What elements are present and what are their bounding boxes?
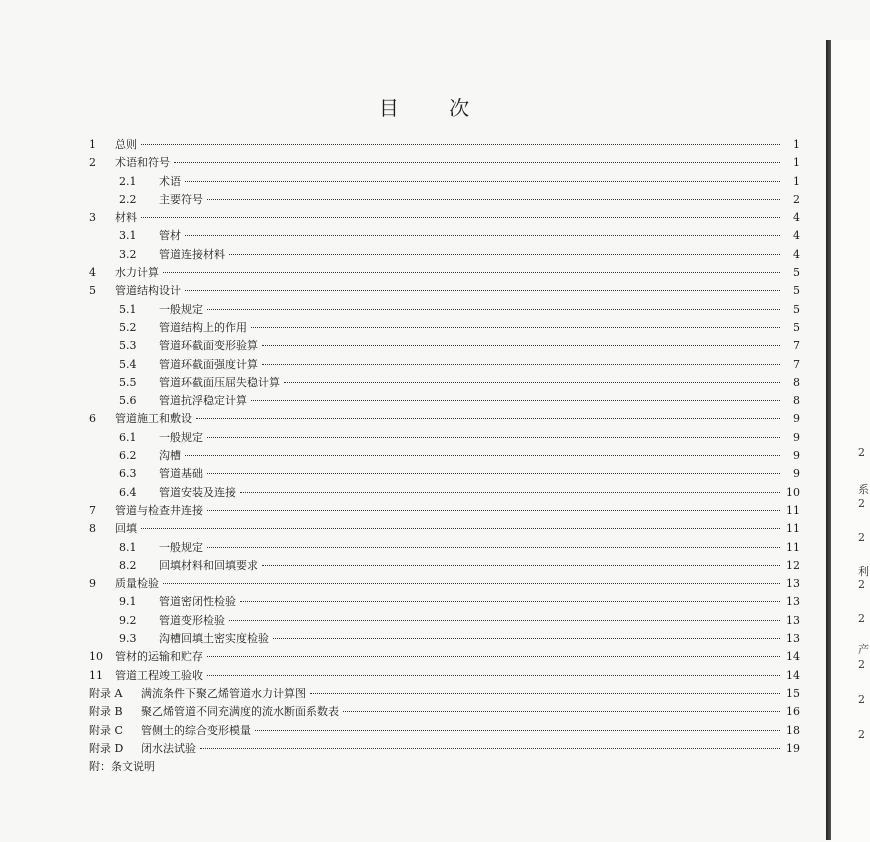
toc-entry-page: 19: [786, 741, 800, 755]
adjacent-page-fragment: 2: [858, 728, 865, 741]
toc-entry-title: 管道结构上的作用: [159, 320, 247, 334]
dot-leader: [207, 675, 780, 676]
adjacent-page-fragment: 利: [858, 565, 869, 578]
toc-entry-title: 一般规定: [159, 430, 203, 444]
toc-entry-page: 9: [793, 449, 800, 463]
toc-entry-number: 8.2: [119, 558, 137, 572]
toc-entry: [85, 374, 800, 392]
toc-entry-page: 7: [793, 357, 800, 371]
dot-leader: [141, 528, 780, 529]
toc-entry-title: 管道环截面强度计算: [159, 357, 258, 371]
adjacent-page-fragment: 2: [858, 578, 865, 591]
toc-entry-title: 聚乙烯管道不同充满度的流水断面系数表: [141, 705, 339, 719]
dot-leader: [262, 364, 780, 365]
toc-entry-number: 5.4: [119, 357, 137, 371]
dot-leader: [273, 638, 780, 639]
toc-entry-number: 附录 B: [89, 705, 123, 719]
toc-entry-number: 3.2: [119, 247, 137, 261]
toc-entry: [85, 648, 800, 666]
toc-entry-title: 管道结构设计: [115, 284, 181, 298]
toc-entry-page: 9: [793, 412, 800, 426]
toc-entry: [85, 429, 800, 447]
dot-leader: [229, 254, 780, 255]
toc-entry: [85, 740, 800, 758]
toc-note: [85, 758, 800, 776]
toc-entry-page: 13: [786, 613, 800, 627]
dot-leader: [251, 400, 780, 401]
toc-entry-number: 2: [89, 156, 96, 170]
toc-entry: [85, 465, 800, 483]
dot-leader: [163, 583, 780, 584]
toc-entry: [85, 209, 800, 227]
toc-entry-number: 2.2: [119, 192, 137, 206]
dot-leader: [207, 199, 780, 200]
toc-entry-page: 1: [793, 156, 800, 170]
toc-entry-number: 8.1: [119, 540, 137, 554]
toc-entry-number: 5.5: [119, 375, 137, 389]
toc-entry-number: 3.1: [119, 229, 137, 243]
toc-entry-title: 管道抗浮稳定计算: [159, 394, 247, 408]
toc-entry-page: 5: [793, 284, 800, 298]
toc-entry-title: 主要符号: [159, 192, 203, 206]
toc-entry: [85, 356, 800, 374]
toc-entry-page: 8: [793, 394, 800, 408]
dot-leader: [141, 217, 780, 218]
toc-entry: [85, 227, 800, 245]
toc-entry-number: 5.1: [119, 302, 137, 316]
toc-entry-page: 18: [786, 723, 800, 737]
dot-leader: [185, 455, 780, 456]
toc-entry-number: 8: [89, 522, 96, 536]
dot-leader: [284, 382, 780, 383]
toc-entry: [85, 337, 800, 355]
toc-entry-number: 7: [89, 503, 96, 517]
toc-entry-number: 6.3: [119, 467, 137, 481]
toc-entry-number: 2.1: [119, 174, 137, 188]
toc-entry-title: 总则: [115, 138, 137, 151]
toc-entry: [85, 539, 800, 557]
dot-leader: [262, 345, 780, 346]
toc-entry-page: 14: [786, 668, 800, 682]
toc-entry-number: 4: [89, 266, 96, 280]
toc-entry: [85, 667, 800, 685]
toc-entry-page: 14: [786, 650, 800, 664]
toc-entry-title: 管道工程竣工验收: [115, 668, 203, 682]
toc-entry-title: 沟槽: [159, 449, 181, 463]
toc-entry-number: 6.1: [119, 430, 137, 444]
toc-entry-title: 管道基础: [159, 467, 203, 481]
toc-entry-title: 管材的运输和贮存: [115, 650, 203, 664]
toc-entry: [85, 154, 800, 172]
toc-entry-number: 9.3: [119, 632, 137, 646]
dot-leader: [310, 693, 780, 694]
toc-entry: [85, 557, 800, 575]
toc-entry-page: 16: [786, 705, 800, 719]
adjacent-page-fragment: 系: [858, 483, 869, 496]
toc-entry-title: 术语: [159, 174, 181, 188]
toc-entry-page: 11: [786, 522, 800, 536]
dot-leader: [141, 144, 780, 145]
toc-entry-title: 管道安装及连接: [159, 485, 236, 499]
toc-entry: [85, 246, 800, 264]
dot-leader: [207, 656, 780, 657]
toc-entry: [85, 484, 800, 502]
dot-leader: [185, 181, 780, 182]
toc-entry-title: 一般规定: [159, 540, 203, 554]
toc-entry-number: 9.2: [119, 613, 137, 627]
toc-entry: [85, 612, 800, 630]
dot-leader: [207, 473, 780, 474]
toc-entry-page: 7: [793, 339, 800, 353]
toc-note-text: 附：条文说明: [89, 760, 155, 774]
toc-entry-page: 11: [786, 503, 800, 517]
toc-entry-number: 附录 C: [89, 723, 123, 737]
toc-entry-page: 12: [786, 558, 800, 572]
adjacent-page: [831, 40, 870, 842]
toc-entry-page: 5: [793, 266, 800, 280]
toc-entry-title: 沟槽回填土密实度检验: [159, 632, 269, 646]
toc-entry-title: 闭水法试验: [141, 741, 196, 755]
toc-entry-page: 13: [786, 595, 800, 609]
adjacent-page-fragment: 产: [858, 643, 869, 656]
dot-leader: [196, 418, 780, 419]
dot-leader: [207, 547, 780, 548]
toc-entry-title: 质量检验: [115, 577, 159, 591]
toc-entry-number: 3: [89, 211, 96, 225]
toc-entry-title: 回填材料和回填要求: [159, 558, 258, 572]
toc-entry: [85, 447, 800, 465]
adjacent-page-fragment: 2: [858, 693, 865, 706]
toc-entry-title: 材料: [115, 211, 137, 225]
toc-entry-page: 10: [786, 485, 800, 499]
toc-entry-page: 8: [793, 375, 800, 389]
toc-entry: [85, 301, 800, 319]
toc-entry: [85, 136, 800, 154]
toc-entry-title: 一般规定: [159, 302, 203, 316]
toc-entry-page: 4: [793, 247, 800, 261]
toc-entry: [85, 319, 800, 337]
toc-entry-title: 水力计算: [115, 266, 159, 280]
toc-entry-page: 9: [793, 467, 800, 481]
toc-entry-title: 管道施工和敷设: [115, 412, 192, 426]
toc-entry-number: 5.6: [119, 394, 137, 408]
toc-entry: [85, 575, 800, 593]
adjacent-page-fragment: 2: [858, 446, 865, 459]
toc-entry-title: 管材: [159, 229, 181, 243]
toc-entry-number: 10: [89, 650, 103, 664]
dot-leader: [343, 711, 780, 712]
dot-leader: [174, 162, 780, 163]
toc-entry-title: 管道连接材料: [159, 247, 225, 261]
toc-entry: [85, 685, 800, 703]
toc-entry-number: 6: [89, 412, 96, 426]
toc-entry: [85, 593, 800, 611]
toc-entry-page: 2: [793, 192, 800, 206]
toc-entry-number: 5.3: [119, 339, 137, 353]
toc-entry-number: 11: [89, 668, 103, 682]
dot-leader: [229, 620, 780, 621]
toc-entry: [85, 191, 800, 209]
toc-entry-page: 4: [793, 229, 800, 243]
toc-entry-page: 1: [793, 138, 800, 151]
toc-entry-title: 回填: [115, 522, 137, 536]
dot-leader: [251, 327, 780, 328]
dot-leader: [207, 309, 780, 310]
dot-leader: [163, 272, 780, 273]
toc-entry-title: 管道环截面变形验算: [159, 339, 258, 353]
toc-entry-number: 5: [89, 284, 96, 298]
toc-entry-page: 4: [793, 211, 800, 225]
toc-entry: [85, 264, 800, 282]
toc-entry-title: 管道变形检验: [159, 613, 225, 627]
toc-entry: [85, 392, 800, 410]
adjacent-page-fragment: 2: [858, 612, 865, 625]
toc-entry-title: 术语和符号: [115, 156, 170, 170]
toc-entry-number: 1: [89, 138, 96, 151]
toc-entry-page: 13: [786, 577, 800, 591]
toc-entry: [85, 173, 800, 191]
toc-entry: [85, 502, 800, 520]
toc-entry: [85, 410, 800, 428]
toc-entry-page: 5: [793, 302, 800, 316]
toc-entry-number: 9: [89, 577, 96, 591]
toc-entry: [85, 630, 800, 648]
toc-entry-title: 管道与检查井连接: [115, 503, 203, 517]
toc-entry-page: 13: [786, 632, 800, 646]
dot-leader: [240, 601, 780, 602]
dot-leader: [185, 290, 780, 291]
toc-entry-page: 1: [793, 174, 800, 188]
toc-entry-number: 5.2: [119, 320, 137, 334]
toc-entry-page: 11: [786, 540, 800, 554]
toc-entry-page: 9: [793, 430, 800, 444]
dot-leader: [240, 492, 780, 493]
toc-entry-number: 附录 D: [89, 741, 124, 755]
dot-leader: [207, 510, 780, 511]
dot-leader: [255, 730, 780, 731]
dot-leader: [185, 235, 780, 236]
toc-entry-number: 6.4: [119, 485, 137, 499]
dot-leader: [200, 748, 780, 749]
toc-entry-number: 9.1: [119, 595, 137, 609]
table-of-contents: [85, 136, 800, 776]
toc-entry-page: 5: [793, 320, 800, 334]
adjacent-page-fragment: 2: [858, 531, 865, 544]
toc-entry-page: 15: [786, 686, 800, 700]
page-title: 目 次: [378, 96, 492, 120]
adjacent-page-fragment: 2: [858, 497, 865, 510]
toc-entry-title: 管侧土的综合变形模量: [141, 723, 251, 737]
toc-entry-number: 附录 A: [89, 686, 123, 700]
toc-entry: [85, 703, 800, 721]
toc-entry: [85, 520, 800, 538]
toc-entry-title: 满流条件下聚乙烯管道水力计算图: [141, 686, 306, 700]
dot-leader: [262, 565, 780, 566]
toc-entry-number: 6.2: [119, 449, 137, 463]
toc-entry-title: 管道密闭性检验: [159, 595, 236, 609]
adjacent-page-fragment: 2: [858, 658, 865, 671]
dot-leader: [207, 437, 780, 438]
toc-entry: [85, 722, 800, 740]
toc-entry: [85, 282, 800, 300]
toc-entry-title: 管道环截面压屈失稳计算: [159, 375, 280, 389]
